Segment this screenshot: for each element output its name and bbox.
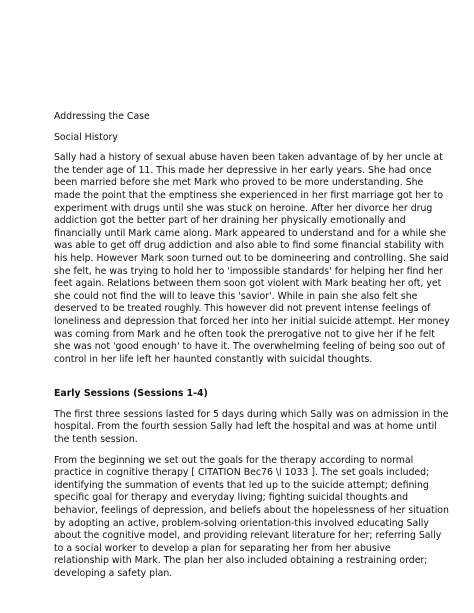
text-line: relationship with Mark. The plan her also included obtaining a restraining order; [54, 555, 428, 567]
text-line: was coming from Mark and he often took the prerogative not to give her if he felt [54, 328, 435, 340]
text-line: by adopting an active, problem-solving orientation-this involved educating Sally [54, 517, 429, 529]
text-line: addiction got the better part of her draining her physically emotionally and [54, 215, 406, 227]
text-line: From the beginning we set out the goals for the therapy according to normal [54, 454, 414, 466]
early-sessions-paragraph-2 [54, 454, 449, 581]
text-line: made the point that the emptiness she experienced in her first marriage got her to [54, 189, 444, 201]
text-line: been married before she met Mark who proved to be more understanding. She [54, 177, 424, 189]
text-line: identifying the summation of events that led up to the suicide attempt; defining [54, 479, 429, 491]
text-line: practice in cognitive therapy [ CITATION Bec76 \l 1033 ]. The set goals included; [54, 467, 430, 479]
text-line: feet again. Relations between them soon got violent with Mark beating her oft, yet [54, 278, 442, 290]
social-history-paragraph [54, 152, 450, 366]
text-line: control in her life left her haunted constantly with suicidal thoughts. [54, 353, 373, 365]
text-line: deserved to be treated roughly. This however did not prevent intense feelings of [54, 303, 431, 315]
text-line: she was not 'good enough' to have it. The overwhelming feeling of being soo out of [54, 341, 446, 353]
text-line: about the cognitive model, and providing relevant literature for her; referring Sally [54, 530, 442, 542]
text-line: the tenth session. [54, 434, 138, 446]
early-sessions-paragraph-1 [54, 408, 449, 447]
text-line: The first three sessions lasted for 5 days during which Sally was on admission in the [54, 408, 449, 420]
text-line: the tender age of 11. This made her depressive in her early years. She had once [54, 164, 432, 176]
early-sessions-heading: Early Sessions (Sessions 1-4) [54, 388, 208, 400]
document-body [54, 111, 450, 581]
text-line: to a social worker to develop a plan for separating her from her abusive [54, 542, 391, 554]
text-line: she could not find the will to leave this 'savior'. While in pain she also felt she [54, 290, 418, 302]
social-history-heading: Social History [54, 131, 118, 143]
text-line: hospital. From the fourth session Sally had left the hospital and was at home until [54, 421, 437, 433]
text-line: loneliness and depression that forced her into her initial suicide attempt. Her money [54, 315, 450, 327]
text-line: financially until Mark came along. Mark appeared to understand and for a while she [54, 227, 447, 239]
text-line: she felt, he was trying to hold her to 'impossible standards' for helping her find her [54, 265, 443, 277]
section-title: Addressing the Case [54, 111, 150, 122]
text-line: Sally had a history of sexual abuse haven been taken advantage of by her uncle at [54, 152, 443, 164]
text-line: was able to get off drug addiction and also able to find some financial stability with [54, 240, 445, 252]
text-line: specific goal for therapy and everyday living; fighting suicidal thoughts and [54, 492, 409, 504]
text-line: experiment with drugs until she was stuck on heroine. After her divorce her drug [54, 202, 433, 214]
text-line: his help. However Mark soon turned out to be domineering and controlling. She said [54, 252, 449, 264]
text-line: behavior, feelings of depression, and beliefs about the hopelessness of her situation [54, 505, 449, 517]
text-line: developing a safety plan. [54, 568, 173, 579]
